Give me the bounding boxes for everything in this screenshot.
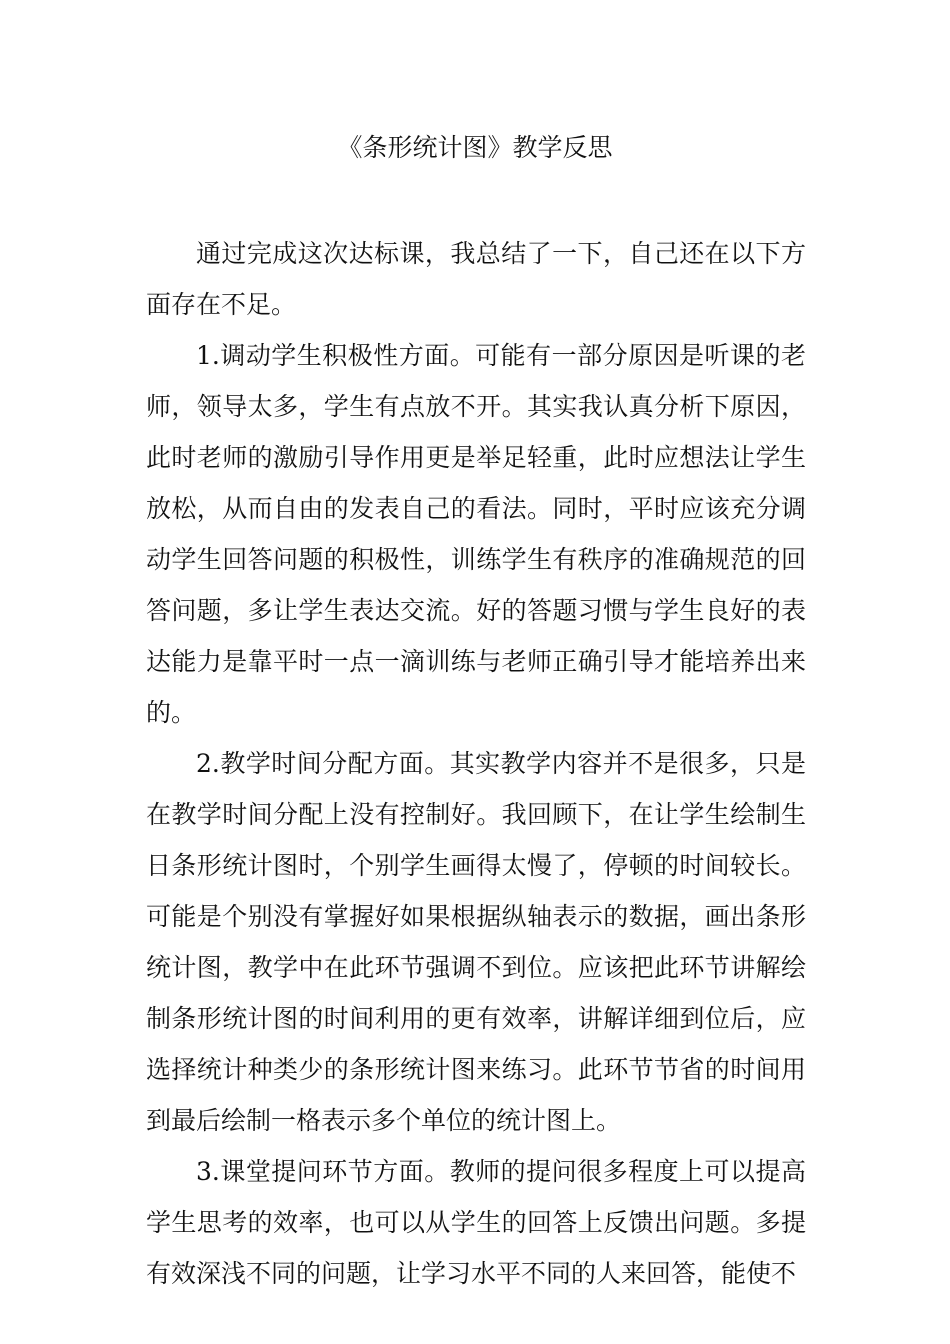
paragraph-time-allocation: 2.教学时间分配方面。其实教学内容并不是很多，只是在教学时间分配上没有控制好。我回顾下，在让学生绘制生日条形统计图时，个别学生画得太慢了，停顿的时间较长。可能是个别没有掌握好如果根据纵轴表示的数据，画出条形统计图，教学中在此环节强调不到位。应该把此环节讲解绘制条形统计图的时间利用的更有效率，讲解详细到位后，应选择统计种类少的条形统计图来练习。此环节节省的时间用到最后绘制一格表示多个单位的统计图上。 <box>146 749 806 1135</box>
document-title: 《条形统计图》教学反思 <box>337 133 613 162</box>
paragraph-classroom-questioning: 3.课堂提问环节方面。教师的提问很多程度上可以提高学生思考的效率，也可以从学生的回答上反馈出问题。多提有效深浅不同的问题，让学习水平不同的人来回答，能使不 <box>146 1157 806 1288</box>
paragraph-student-engagement: 1.调动学生积极性方面。可能有一部分原因是听课的老师，领导太多，学生有点放不开。其实我认真分析下原因，此时老师的激励引导作用更是举足轻重，此时应想法让学生放松，从而自由的发表自己的看法。同时，平时应该充分调动学生回答问题的积极性，训练学生有秩序的准确规范的回答问题，多让学生表达交流。好的答题习惯与学生良好的表达能力是靠平时一点一滴训练与老师正确引导才能培养出来的。 <box>146 341 806 727</box>
intro-paragraph: 通过完成这次达标课，我总结了一下，自己还在以下方面存在不足。 <box>146 239 806 319</box>
document-body <box>146 228 806 1299</box>
